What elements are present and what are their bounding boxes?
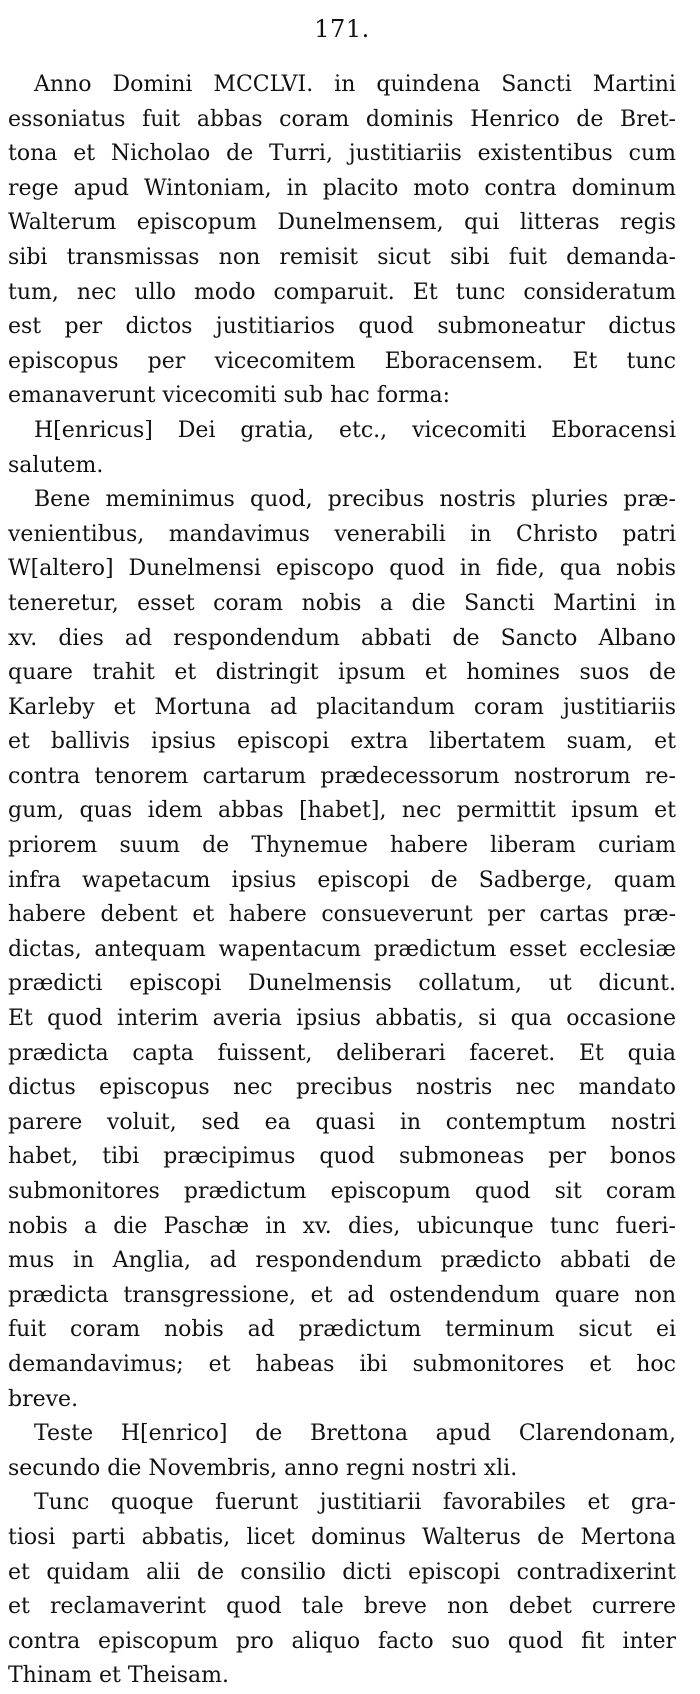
text-line: habet, tibi præcipimus quod submoneas per bonos bbox=[8, 1144, 676, 1170]
text-line: tum, nec ullo modo comparuit. Et tunc consideratum bbox=[8, 279, 676, 305]
text-line: W[altero] Dunelmensi episcopo quod in fide, qua nobis bbox=[8, 556, 676, 582]
text-line: Teste H[enrico] de Brettona apud Clarendonam, bbox=[34, 1421, 676, 1447]
text-line: dictus episcopus nec precibus nostris nec mandato bbox=[8, 1075, 676, 1101]
paragraph bbox=[8, 68, 676, 414]
text-line: Tunc quoque fuerunt justitiarii favorabiles et gra- bbox=[34, 1490, 676, 1516]
text-line: Walterum episcopum Dunelmensem, qui litteras regis bbox=[8, 210, 676, 236]
text-line: gum, quas idem abbas [habet], nec permittit ipsum et bbox=[8, 798, 676, 824]
text-line: essoniatus fuit abbas coram dominis Henrico de Bret- bbox=[8, 106, 676, 132]
text-line: sibi transmissas non remisit sicut sibi fuit demanda- bbox=[8, 244, 676, 270]
text-line: parere voluit, sed ea quasi in contemptum nostri bbox=[8, 1109, 676, 1135]
paragraph bbox=[8, 1486, 676, 1694]
text-line: mus in Anglia, ad respondendum prædicto abbati de bbox=[8, 1248, 676, 1274]
text-line: tiosi parti abbatis, licet dominus Walterus de Mertona bbox=[8, 1524, 676, 1550]
text-line: dictas, antequam wapentacum prædictum esset ecclesiæ bbox=[8, 936, 676, 962]
text-line: H[enricus] Dei gratia, etc., vicecomiti Eboracensi bbox=[34, 417, 676, 443]
text-line: Et quod interim averia ipsius abbatis, si qua occasione bbox=[8, 1006, 676, 1032]
text-line: Bene meminimus quod, precibus nostris pluries præ- bbox=[34, 487, 676, 513]
text-line: submonitores prædictum episcopum quod sit coram bbox=[8, 1179, 676, 1204]
text-line: nobis a die Paschæ in xv. dies, ubicunque tunc fueri- bbox=[8, 1213, 676, 1239]
text-line: rege apud Wintoniam, in placito moto contra dominum bbox=[8, 175, 676, 201]
text-line: et quidam alii de consilio dicti episcopi contradixerint bbox=[8, 1559, 676, 1585]
text-line: habere debent et habere consueverunt per cartas præ- bbox=[8, 902, 676, 928]
text-line: priorem suum de Thynemue habere liberam curiam bbox=[8, 833, 676, 859]
body-text bbox=[8, 68, 676, 1694]
text-line: et ballivis ipsius episcopi extra libertatem suam, et bbox=[8, 729, 676, 755]
text-line: demandavimus; et habeas ibi submonitores et hoc bbox=[8, 1351, 676, 1377]
text-line: prædicta capta fuissent, deliberari faceret. Et quia bbox=[8, 1040, 676, 1066]
paragraph bbox=[8, 1417, 676, 1486]
text-line: Anno Domini MCCLVI. in quindena Sancti Martini bbox=[34, 72, 676, 97]
text-line: infra wapetacum ipsius episcopi de Sadberge, quam bbox=[8, 867, 676, 893]
paragraph bbox=[8, 483, 676, 1417]
text-line: Karleby et Mortuna ad placitandum coram justitiariis bbox=[8, 694, 676, 720]
text-line: emanaverunt vicecomiti sub hac forma: bbox=[8, 383, 450, 409]
text-line: Thinam et Theisam. bbox=[8, 1663, 230, 1689]
text-line: prædicti episcopi Dunelmensis collatum, ut dicunt. bbox=[8, 971, 676, 997]
text-line: fuit coram nobis ad prædictum terminum sicut ei bbox=[8, 1317, 676, 1343]
text-line: xv. dies ad respondendum abbati de Sancto Albano bbox=[8, 625, 676, 651]
text-line: contra tenorem cartarum prædecessorum nostrorum re- bbox=[8, 763, 676, 789]
text-line: salutem. bbox=[8, 452, 104, 478]
text-line: teneretur, esset coram nobis a die Sancti Martini in bbox=[8, 590, 676, 616]
paragraph bbox=[8, 414, 676, 483]
text-line: contra episcopum pro aliquo facto suo quod fit inter bbox=[8, 1628, 676, 1654]
text-line: secundo die Novembris, anno regni nostri xli. bbox=[8, 1455, 518, 1481]
text-line: venientibus, mandavimus venerabili in Christo patri bbox=[8, 521, 676, 547]
text-line: tona et Nicholao de Turri, justitiariis existentibus cum bbox=[8, 141, 676, 167]
text-line: breve. bbox=[8, 1386, 79, 1412]
page-number: 171. bbox=[314, 15, 370, 43]
text-line: episcopus per vicecomitem Eboracensem. Et tunc bbox=[8, 348, 676, 374]
text-line: est per dictos justitiarios quod submoneatur dictus bbox=[8, 314, 676, 340]
text-line: quare trahit et distringit ipsum et homines suos de bbox=[8, 660, 676, 686]
text-line: prædicta transgressione, et ad ostendendum quare non bbox=[8, 1282, 676, 1308]
text-line: et reclamaverint quod tale breve non debet currere bbox=[8, 1594, 676, 1620]
